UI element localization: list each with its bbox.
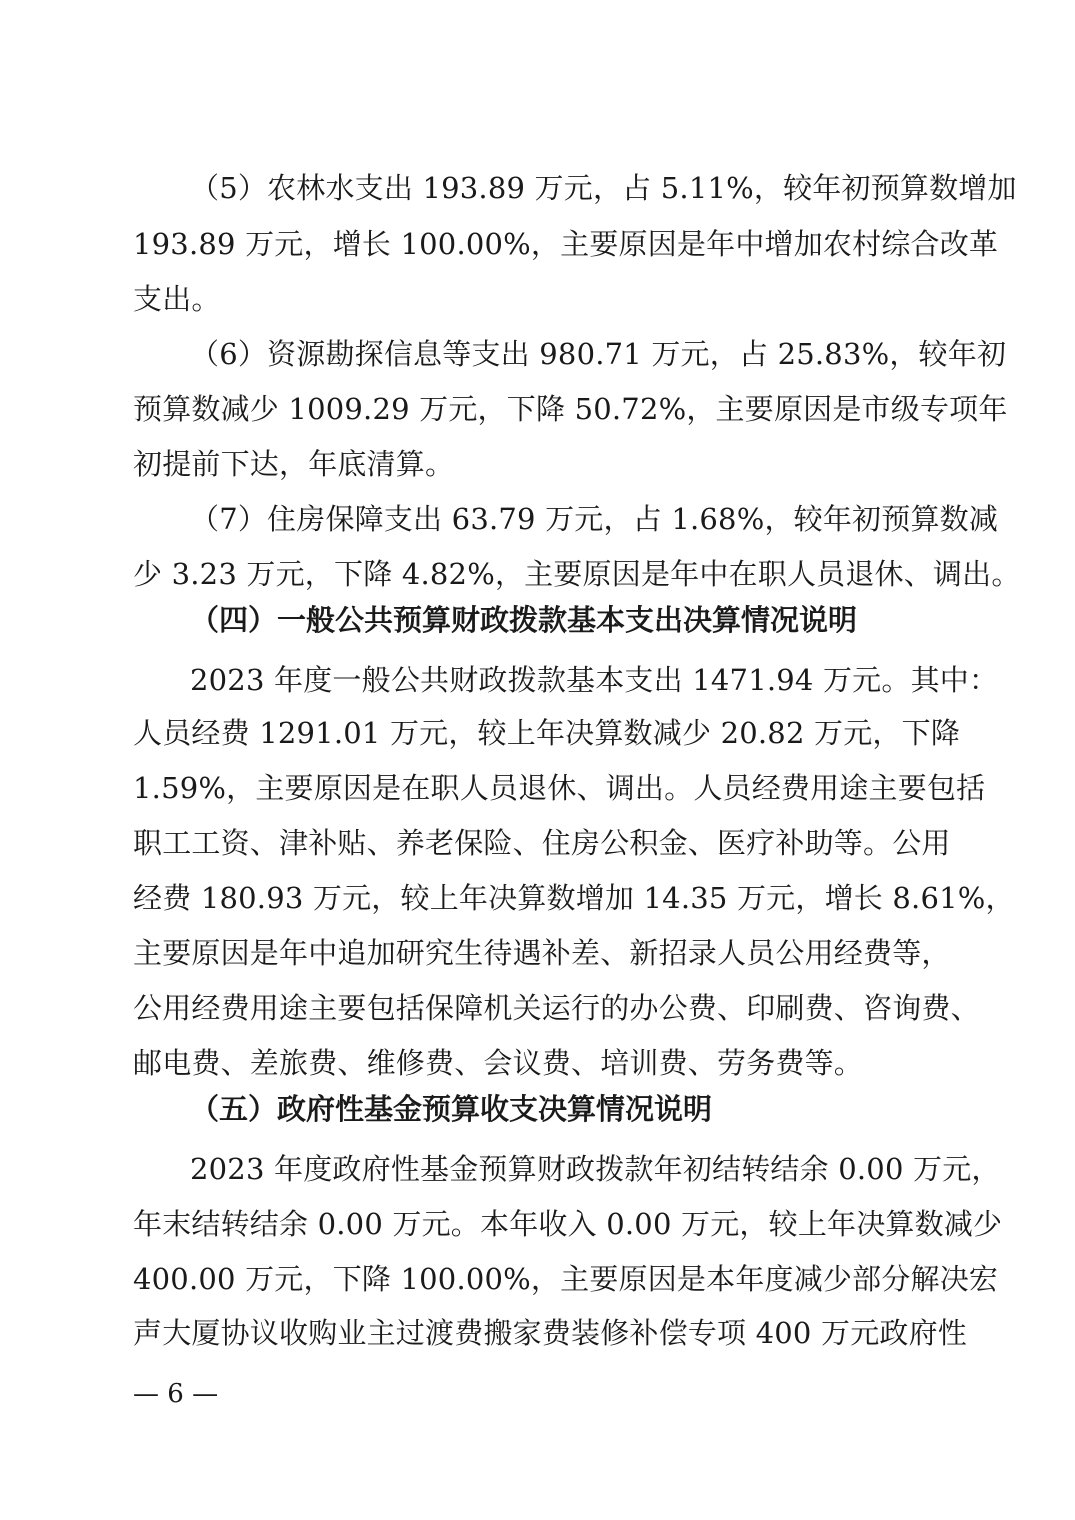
paragraph-line: 400.00 万元，下降 100.00%，主要原因是本年度减少部分解决宏 (133, 1262, 999, 1296)
paragraph-line: （6）资源勘探信息等支出 980.71 万元，占 25.83%，较年初 (190, 337, 1007, 371)
paragraph-line: 主要原因是年中追加研究生待遇补差、新招录人员公用经费等， (133, 936, 951, 970)
paragraph-line: 声大厦协议收购业主过渡费搬家费装修补偿专项 400 万元政府性 (133, 1316, 967, 1350)
paragraph-line: 预算数减少 1009.29 万元，下降 50.72%，主要原因是市级专项年 (133, 392, 1008, 426)
paragraph-line: 邮电费、差旅费、维修费、会议费、培训费、劳务费等。 (133, 1046, 864, 1080)
paragraph-line: （5）农林水支出 193.89 万元，占 5.11%，较年初预算数增加 (190, 171, 1017, 205)
paragraph-line: 经费 180.93 万元，较上年决算数增加 14.35 万元，增长 8.61%， (133, 881, 1015, 915)
paragraph-line: 2023 年度政府性基金预算财政拨款年初结转结余 0.00 万元， (190, 1152, 1001, 1186)
section-heading: （五）政府性基金预算收支决算情况说明 (190, 1092, 713, 1126)
paragraph-line: 193.89 万元，增长 100.00%，主要原因是年中增加农村综合改革 (133, 227, 999, 261)
paragraph-line: 职工工资、津补贴、养老保险、住房公积金、医疗补助等。公用 (133, 826, 951, 860)
paragraph-line: 人员经费 1291.01 万元，较上年决算数减少 20.82 万元，下降 (133, 716, 961, 750)
paragraph-line: 1.59%，主要原因是在职人员退休、调出。人员经费用途主要包括 (133, 771, 986, 805)
paragraph-line: （7）住房保障支出 63.79 万元，占 1.68%，较年初预算数减 (190, 502, 999, 536)
paragraph-line: 支出。 (133, 282, 221, 316)
paragraph-line: 初提前下达，年底清算。 (133, 447, 455, 481)
paragraph-line: 2023 年度一般公共财政拨款基本支出 1471.94 万元。其中： (190, 663, 999, 697)
paragraph-line: 公用经费用途主要包括保障机关运行的办公费、印刷费、咨询费、 (133, 991, 980, 1025)
paragraph-line: 年末结转结余 0.00 万元。本年收入 0.00 万元，较上年决算数减少 (133, 1207, 1003, 1241)
page-number: — 6 — (133, 1379, 219, 1409)
paragraph-line: 少 3.23 万元，下降 4.82%，主要原因是年中在职人员退休、调出。 (133, 557, 1021, 591)
section-heading: （四）一般公共预算财政拨款基本支出决算情况说明 (190, 603, 858, 637)
